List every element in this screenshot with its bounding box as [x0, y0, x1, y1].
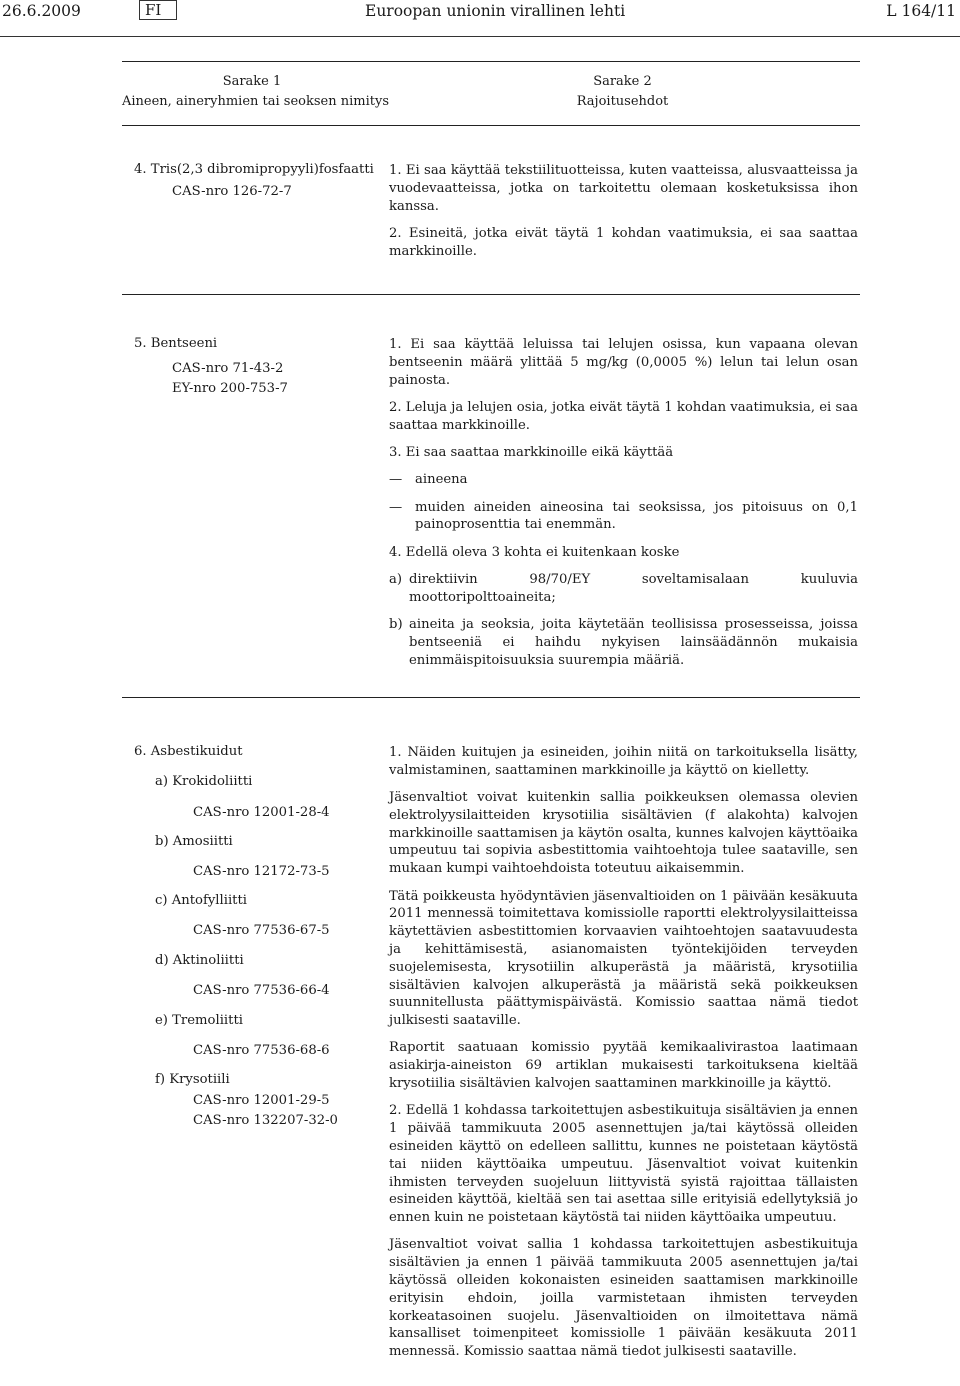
entry-5-para-4: 4. Edellä oleva 3 kohta ei kuitenkaan koske [389, 544, 680, 560]
column-1-title: Aineen, aineryhmien tai seoksen nimitys [122, 94, 389, 109]
entry-6-sub-e: e) Tremoliitti [155, 1013, 243, 1028]
entry-5-ey: EY-nro 200-753-7 [172, 381, 288, 396]
item-marker: b) [389, 617, 403, 633]
entry-6-sub-c-cas: CAS-nro 77536-67-5 [193, 923, 330, 938]
entry-6-para-5: 2. Edellä 1 kohdassa tarkoitettujen asbestikuituja sisältävien ja ennen 1 päivää tammikuuta 2005 asennettujen ja/tai käytössä olleiden esineiden käyttö on edelleen sallittu, kunnes ne poistetaan käytöstä tai niiden käyttöaika umpeutuu. Jäsenvaltiot voivat kuitenkin ihmisten terveyden suojeluun liittyvistä syistä rajoittaa tällaisten esineiden käyttöä, kieltää sen tai asettaa sille erityisiä edellytyksiä jo ennen kuin ne poistetaan käytöstä tai niiden käyttöaika umpeutuu. [389, 1103, 858, 1226]
entry-5-cas: CAS-nro 71-43-2 [172, 361, 284, 376]
entry-6-para-6: Jäsenvaltiot voivat sallia 1 kohdassa tarkoitettujen asbestikuituja sisältävien ja ennen 1 päivää tammikuuta 2005 asennettujen ja/tai käytössä olleiden kokonaisten esineiden saattamisen markkinoille erityisin ehdoin, joilla varmistetaan ihmisten terveyden korkeatasoinen suojelu. Jäsenvaltioiden on ilmoitettava nämä kansalliset toimenpiteet komissiolle 1 päivään kesäkuuta 2011 mennessä. Komissio saattaa nämä tiedot julkisesti saataville. [389, 1237, 858, 1360]
entry-6-sub-d: d) Aktinoliitti [155, 953, 244, 968]
dash-mark: — [389, 472, 403, 488]
language-code-box: FI [139, 0, 177, 20]
entry-6-sub-d-cas: CAS-nro 77536-66-4 [193, 983, 330, 998]
column-2-title: Rajoitusehdot [576, 94, 669, 109]
entry-6-sub-b-cas: CAS-nro 12172-73-5 [193, 864, 330, 879]
header-divider [0, 36, 960, 37]
entry-4-substance [134, 160, 374, 202]
column-1-label: Sarake 1 [222, 74, 282, 89]
entry-5-para-3: 3. Ei saa saattaa markkinoille eikä käyttää [389, 444, 674, 460]
entry-6-sub-a: a) Krokidoliitti [155, 774, 253, 789]
entry-4-para-1: 1. Ei saa käyttää tekstiilituotteissa, kuten vaatteissa, alusvaatteissa ja vuodevaatteissa, jotka on tarkoitettu olemaan kosketuksissa ihon kanssa. [389, 163, 858, 214]
entry-4-bottom-rule [122, 294, 860, 295]
entry-6-sub-a-cas: CAS-nro 12001-28-4 [193, 805, 330, 820]
entry-5-restrictions [389, 336, 858, 679]
entry-6-restrictions [389, 744, 858, 1371]
entry-6-sub-f-cas-2: CAS-nro 132207-32-0 [193, 1113, 338, 1128]
item-text: direktiivin 98/70/EY soveltamisalaan kuuluvia moottoripolttoaineita; [409, 571, 858, 605]
entry-4-cas: CAS-nro 126-72-7 [172, 184, 292, 199]
entry-5-substance [134, 334, 288, 399]
entry-6-para-2: Jäsenvaltiot voivat kuitenkin sallia poikkeuksen olemassa olevien elektrolyysilaitteiden krysotiilia sisältävien (f alakohta) kalvojen markkinoille saattamisen ja käytön osalta, kunnes kalvojen käyttöaika umpeutuu tai sopivia asbestittomia vaihtoehtoja tulee saataville, sen mukaan kumpi vaihtoehdoista toteutuu aikaisemmin. [389, 790, 858, 877]
entry-5-item-a [389, 571, 858, 607]
header-bottom-rule [122, 125, 860, 126]
publication-date: 26.6.2009 [2, 2, 81, 20]
page-number: L 164/11 [886, 2, 956, 20]
entry-5-name: 5. Bentseeni [134, 336, 218, 351]
entry-6-sub-c: c) Antofylliitti [155, 893, 247, 908]
entry-5-dash-item-1 [389, 471, 858, 489]
entry-6-para-3: Tätä poikkeusta hyödyntävien jäsenvaltioiden on 1 päivään kesäkuuta 2011 mennessä toimitettava komissiolle raportti elektrolyysilaitteissa käytettävien asbestittomien korvaavien vaihtoehtojen saatavuudesta ja kehittämisestä, asianomaisten työntekijöiden terveyden suojelemisesta, krysotiilin alkuperästä ja määristä, krysotiilia sisältävien kalvojen alkuperästä ja määristä sekä poikkeuksen suunnitellusta päättymispäivästä. Komissio saattaa nämä tiedot julkisesti saataville. [389, 888, 858, 1029]
dash-item-text: muiden aineiden aineosina tai seoksissa, jos pitoisuus on 0,1 painoprosenttia tai enemmän. [415, 499, 858, 533]
entry-6-name: 6. Asbestikuidut [134, 744, 243, 759]
dash-mark: — [389, 499, 403, 515]
page-header [0, 0, 960, 24]
entry-4-restrictions [389, 162, 858, 270]
entry-6-sub-f: f) Krysotiili [155, 1072, 230, 1087]
entry-6-para-4: Raportit saatuaan komissio pyytää kemikaalivirastoa laatimaan asiakirja-aineiston 69 artiklan mukaisesti tarkoituksena kieltää krysotiilia sisältävien kalvojen saattaminen markkinoille ja käyttö. [389, 1040, 858, 1092]
column-header-1 [122, 72, 389, 112]
dash-item-text: aineena [415, 472, 468, 488]
item-marker: a) [389, 571, 403, 587]
entry-4-para-2: 2. Esineitä, jotka eivät täytä 1 kohdan vaatimuksia, ei saa saattaa markkinoille. [389, 225, 858, 259]
entry-5-bottom-rule [122, 697, 860, 698]
entry-6-sub-f-cas-1: CAS-nro 12001-29-5 [193, 1093, 330, 1108]
item-text: aineita ja seoksia, joita käytetään teollisissa prosesseissa, joissa bentseeniä ei haihdu nykyisen lainsäädännön mukaisia enimmäispitoisuuksia suurempia määriä. [409, 617, 858, 668]
entry-5-para-2: 2. Leluja ja lelujen osia, jotka eivät täytä 1 kohdan vaatimuksia, ei saa saattaa markkinoille. [389, 399, 858, 433]
column-2-label: Sarake 2 [593, 74, 652, 89]
table-top-rule [122, 61, 860, 62]
entry-5-dash-item-2 [389, 499, 858, 535]
entry-6-sub-b: b) Amosiitti [155, 834, 233, 849]
journal-title: Euroopan unionin virallinen lehti [365, 2, 626, 20]
entry-5-item-b [389, 616, 858, 669]
column-header-2 [385, 72, 860, 112]
entry-5-para-1: 1. Ei saa käyttää leluissa tai lelujen osissa, kun vapaana olevan bentseenin määrä ylittää 5 mg/kg (0,0005 %) lelun tai lelun osan painosta. [389, 337, 858, 388]
entry-6-para-1: 1. Näiden kuitujen ja esineiden, joihin niitä on tarkoituksella lisätty, valmistaminen, saattaminen markkinoille ja käyttö on kielletty. [389, 745, 858, 778]
entry-6-sub-e-cas: CAS-nro 77536-68-6 [193, 1043, 330, 1058]
entry-4-name: 4. Tris(2,3 dibromipropyyli)fosfaatti [134, 162, 374, 177]
